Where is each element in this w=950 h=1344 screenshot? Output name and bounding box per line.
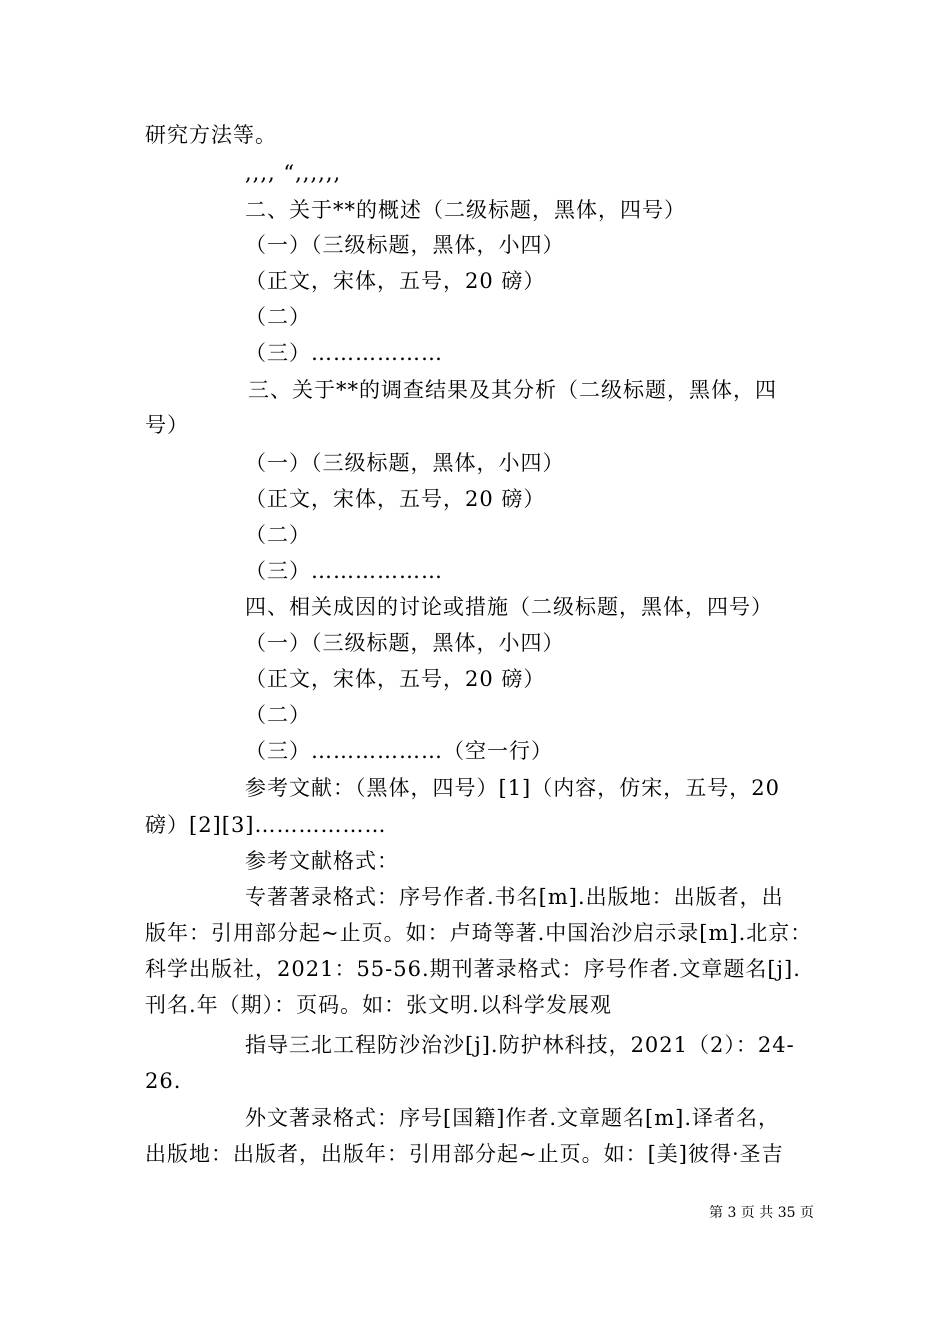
section-heading-2: 二、关于**的概述（二级标题，黑体，四号） <box>245 198 686 222</box>
section-heading-3-cont: 号） <box>145 413 189 437</box>
body-note-2-1: （正文，宋体，五号，20 磅） <box>245 269 546 293</box>
monograph-format-line-2: 版年：引用部分起~止页。如：卢琦等著.中国治沙启示录[m].北京： <box>145 921 813 945</box>
section-heading-4: 四、相关成因的讨论或措施（二级标题，黑体，四号） <box>245 595 773 619</box>
journal-format-line-3: 26. <box>145 1069 182 1093</box>
reference-format-title: 参考文献格式： <box>245 849 399 873</box>
page-number-footer: 第 3 页 共 35 页 <box>709 1205 814 1221</box>
body-note-4-1: （正文，宋体，五号，20 磅） <box>245 667 546 691</box>
subheading-4-3: （三）………………（空一行） <box>245 739 553 763</box>
section-heading-3: 三、关于**的调查结果及其分析（二级标题，黑体，四 <box>248 378 777 402</box>
subheading-3-3: （三）……………… <box>245 559 443 583</box>
text-line-1: 研究方法等。 <box>145 123 277 147</box>
monograph-format-line-3: 科学出版社，2021：55-56.期刊著录格式：序号作者.文章题名[j]. <box>145 957 801 981</box>
subheading-4-1: （一）（三级标题，黑体，小四） <box>245 631 565 655</box>
body-note-3-1: （正文，宋体，五号，20 磅） <box>245 487 546 511</box>
monograph-format-line-1: 专著著录格式：序号作者.书名[m].出版地：出版者，出 <box>245 885 784 909</box>
text-line-2: ,,,, “,,,,,, <box>245 161 342 185</box>
journal-format-line-1: 刊名.年（期）：页码。如：张文明.以科学发展观 <box>145 993 612 1017</box>
references-heading: 参考文献：（黑体，四号）[1]（内容，仿宋，五号，20 <box>245 776 780 800</box>
subheading-3-1: （一）（三级标题，黑体，小四） <box>245 451 565 475</box>
references-heading-cont: 磅）[2][3]……………… <box>145 813 387 837</box>
journal-format-line-2: 指导三北工程防沙治沙[j].防护林科技，2021（2）：24- <box>245 1033 795 1057</box>
subheading-4-2: （二） <box>245 703 311 727</box>
foreign-format-line-2: 出版地：出版者，出版年：引用部分起~止页。如：[美]彼得·圣吉 <box>145 1142 784 1166</box>
subheading-3-2: （二） <box>245 523 311 547</box>
subheading-2-1: （一）（三级标题，黑体，小四） <box>245 233 565 257</box>
subheading-2-2: （二） <box>245 305 311 329</box>
foreign-format-line-1: 外文著录格式：序号[国籍]作者.文章题名[m].译者名， <box>245 1106 781 1130</box>
subheading-2-3: （三）……………… <box>245 341 443 365</box>
